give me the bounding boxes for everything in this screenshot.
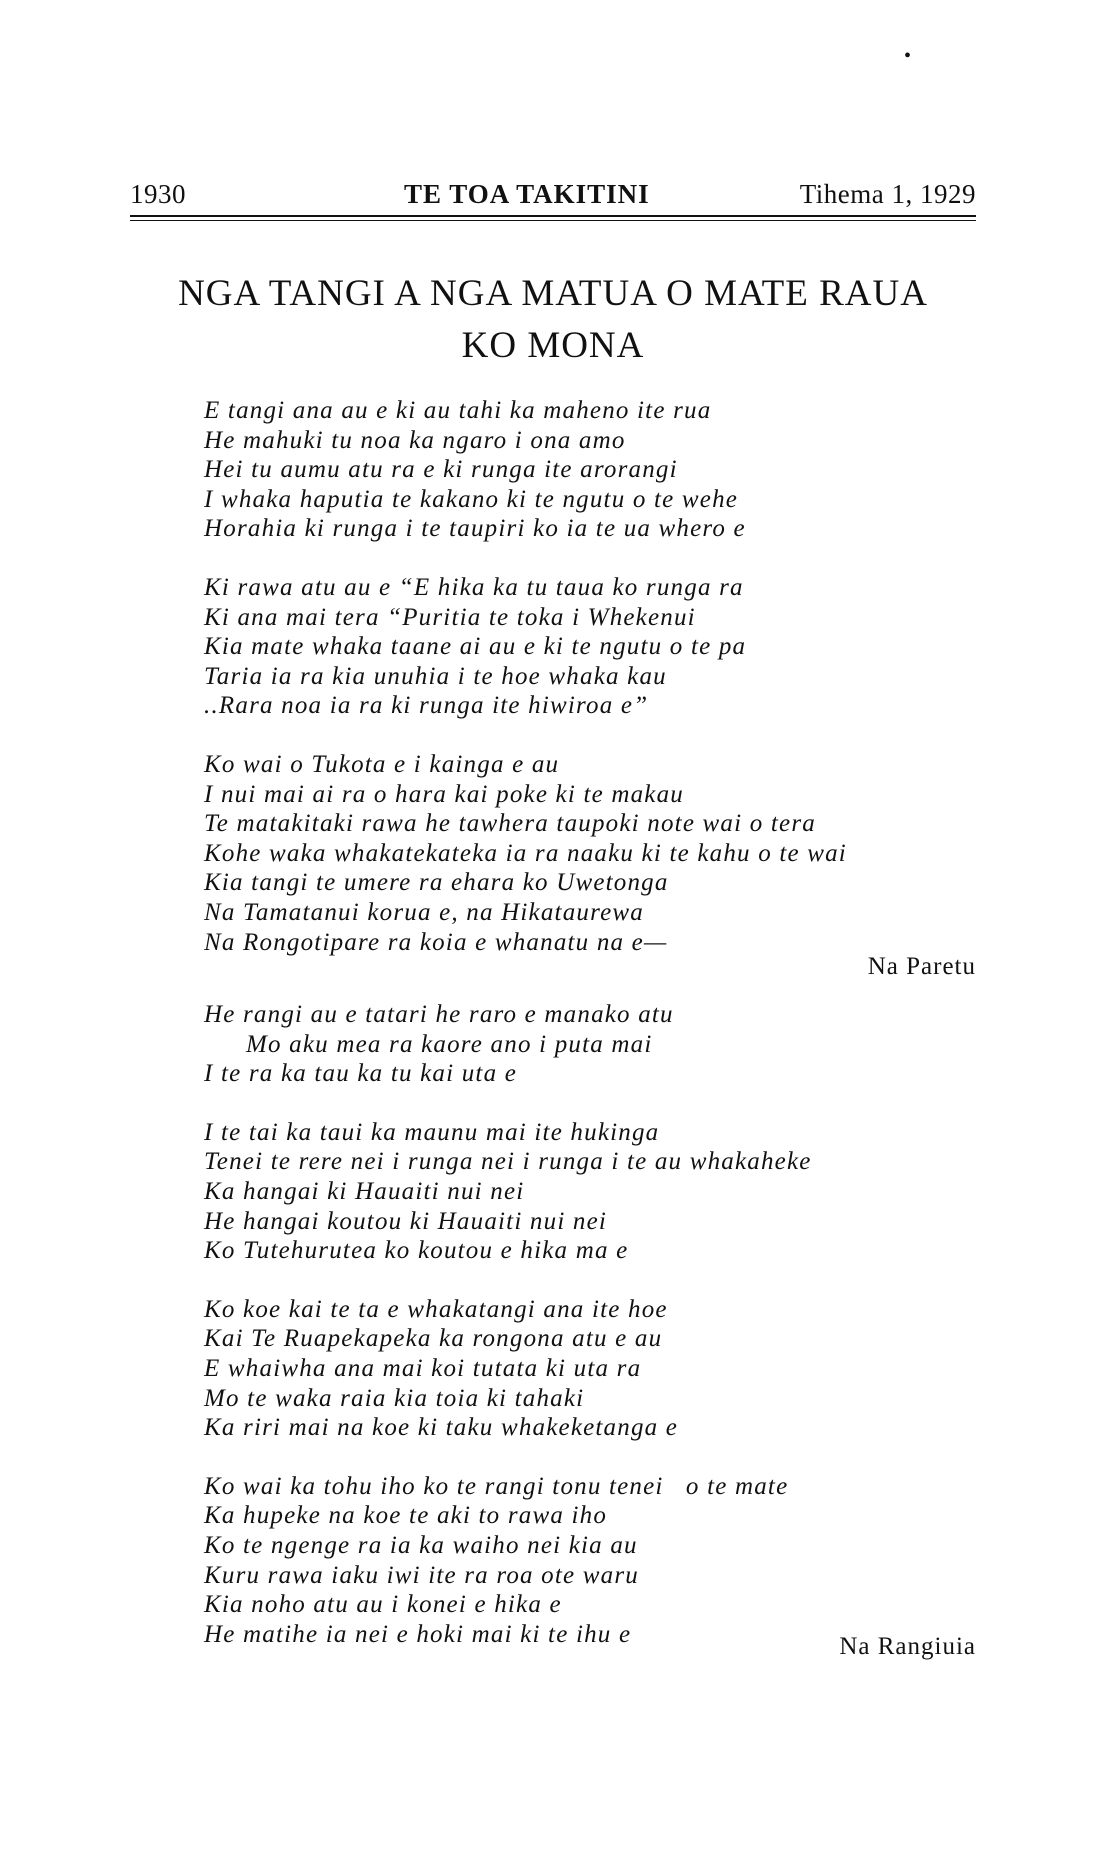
- verse-line: Kia tangi te umere ra ehara ko Uwetonga: [204, 869, 669, 897]
- header-rule-thin: [130, 220, 976, 221]
- verse-line: Ko wai o Tukota e i kainga e au: [204, 750, 560, 778]
- stanza: [204, 396, 984, 544]
- verse-line: E whaiwha ana mai koi tutata ki uta ra: [204, 1354, 642, 1382]
- verse-line: Kuru rawa iaku iwi ite ra roa ote waru: [204, 1561, 639, 1589]
- stanza: [204, 750, 984, 957]
- verse-line: Ko wai ka tohu iho ko te rangi tonu tenei o te mate: [204, 1472, 789, 1500]
- verse-line: Ko te ngenge ra ia ka waiho nei kia au: [204, 1531, 638, 1559]
- verse-line: Kia mate whaka taane ai au e ki te ngutu o te pa: [204, 633, 747, 661]
- verse-line: Ki ana mai tera “Puritia te toka i Whekenui: [204, 603, 696, 631]
- verse-line: Hei tu aumu atu ra e ki runga ite arorangi: [204, 456, 678, 484]
- verse-line: Mo aku mea ra kaore ano i puta mai: [246, 1030, 653, 1058]
- verse-line: Ko koe kai te ta e whakatangi ana ite hoe: [204, 1295, 668, 1323]
- header-rule: [130, 215, 976, 217]
- verse-line: E tangi ana au e ki au tahi ka maheno ite rua: [204, 397, 712, 424]
- running-header: [130, 174, 976, 214]
- stanza: [204, 573, 984, 721]
- verse-line: Tenei te rere nei i runga nei i runga i te au whakaheke: [204, 1148, 812, 1176]
- verse-line: I te ra ka tau ka tu kai uta e: [204, 1060, 518, 1088]
- verse-line: Te matakitaki rawa he tawhera taupoki note wai o tera: [204, 810, 816, 838]
- title-line-2: KO MONA: [461, 325, 645, 366]
- page-number: 1930: [130, 179, 186, 209]
- title-line-1: NGA TANGI A NGA MATUA O MATE RAUA: [178, 273, 928, 314]
- verse-line: I nui mai ai ra o hara kai poke ki te makau: [204, 780, 684, 808]
- verse-line: Ka hangai ki Hauaiti nui nei: [204, 1177, 525, 1205]
- verse-line: Horahia ki runga i te taupiri ko ia te ua whero e: [204, 515, 746, 543]
- article-title: [130, 268, 976, 372]
- poem-paretu: [204, 396, 984, 986]
- verse-line: Mo te waka raia kia toia ki tahaki: [204, 1384, 585, 1412]
- publication-title: TE TOA TAKITINI: [404, 179, 650, 209]
- signature-rangiuia: Na Rangiuia: [839, 1633, 976, 1660]
- verse-line: Taria ia ra kia unuhia i te hoe whaka kau: [204, 662, 667, 690]
- verse-line: Ki rawa atu au e “E hika ka tu taua ko runga ra: [204, 573, 744, 601]
- poem-rangiuia: [204, 1000, 984, 1678]
- verse-line: Ko Tutehurutea ko koutou e hika ma e: [204, 1237, 629, 1265]
- stanza: [204, 1000, 984, 1089]
- verse-line: He rangi au e tatari he raro e manako atu: [204, 1001, 674, 1028]
- stanza: [204, 1472, 984, 1650]
- stanza: [204, 1295, 984, 1443]
- verse-line: ..Rara noa ia ra ki runga ite hiwiroa e”: [204, 692, 649, 720]
- verse-line: He matihe ia nei e hoki mai ki te ihu e: [204, 1620, 632, 1648]
- verse-line: Ka hupeke na koe te aki to rawa iho: [204, 1502, 608, 1530]
- verse-line: Ka riri mai na koe ki taku whakeketanga e: [204, 1414, 679, 1442]
- verse-line: He hangai koutou ki Hauaiti nui nei: [204, 1207, 608, 1235]
- verse-line: I whaka haputia te kakano ki te ngutu o te wehe: [204, 485, 739, 513]
- verse-line: Na Rongotipare ra koia e whanatu na e—: [204, 928, 668, 956]
- verse-line: Na Tamatanui korua e, na Hikataurewa: [204, 898, 644, 926]
- stanza: [204, 1118, 984, 1266]
- verse-line: Kia noho atu au i konei e hika e: [204, 1591, 562, 1619]
- verse-line: I te tai ka taui ka maunu mai ite hukinga: [204, 1118, 660, 1146]
- issue-date: Tihema 1, 1929: [799, 179, 976, 209]
- signature-paretu: Na Paretu: [867, 953, 976, 980]
- verse-line: Kai Te Ruapekapeka ka rongona atu e au: [204, 1325, 663, 1353]
- ink-dot: •: [904, 45, 912, 67]
- verse-line: He mahuki tu noa ka ngaro i ona amo: [204, 426, 626, 454]
- verse-line: Kohe waka whakatekateka ia ra naaku ki te kahu o te wai: [204, 839, 847, 867]
